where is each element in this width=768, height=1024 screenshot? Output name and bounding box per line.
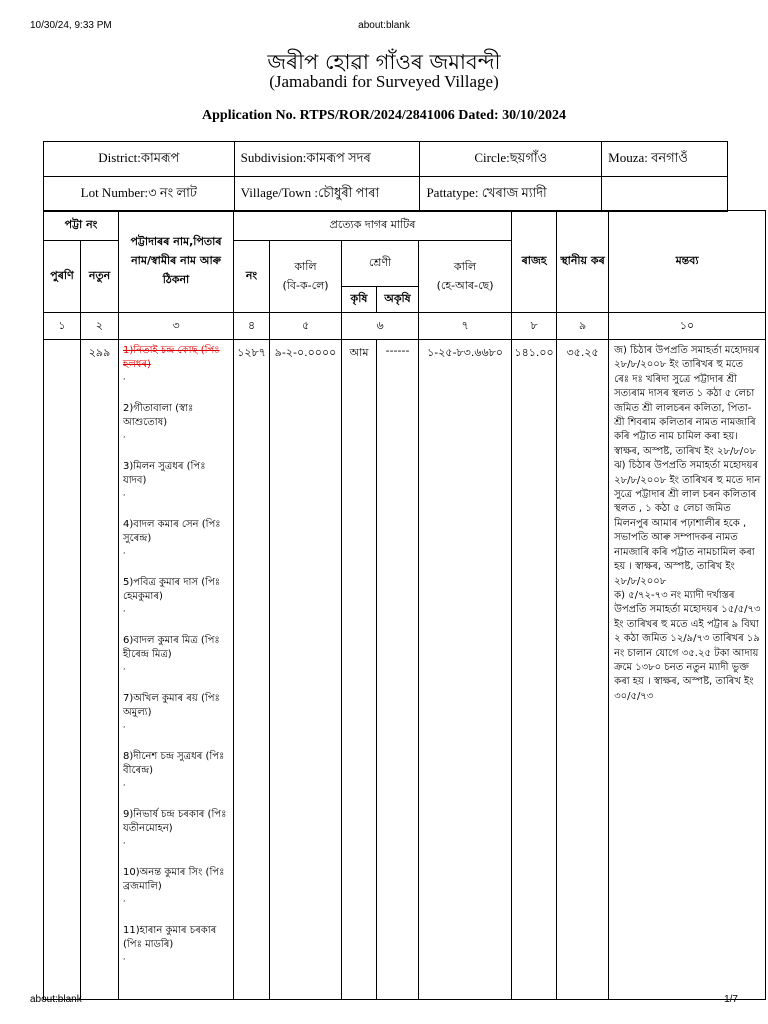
pattatype-value: খেৰাজ ম্যাদী (481, 184, 547, 200)
district-cell: District:কামৰূপ (44, 142, 235, 177)
owner-entry (123, 750, 231, 808)
area-hac-header: কালি (হে-আৰ-ছে) (419, 241, 512, 313)
owner-entry (123, 808, 231, 866)
new-patta-header: নতুন (81, 241, 119, 313)
owner-separator: , (123, 894, 126, 903)
village-value: চৌধুৰী পাৰা (318, 184, 380, 200)
district-value: কামৰূপ (140, 149, 180, 165)
column-number: ৩ (119, 313, 234, 340)
area-hac-cell: ১-২৫-৮৩.৬৬৮০ (419, 340, 512, 1000)
column-number: ২ (81, 313, 119, 340)
local-tax-cell: ৩৫.২৫ (557, 340, 609, 1000)
owner-entry (123, 460, 231, 518)
owner-entry (123, 576, 231, 634)
owner-entry (123, 402, 231, 460)
column-number-row (44, 313, 766, 340)
header-row-2 (44, 177, 728, 212)
owner-name: 3)মিলন সুত্ৰধৰ (পিঃ যাদব) (123, 461, 206, 486)
column-number: ১ (44, 313, 81, 340)
owner-separator: , (123, 430, 126, 439)
local-tax-header: স্থানীয় কৰ (557, 211, 609, 313)
page-number: 1/7 (724, 994, 738, 1005)
page-title: জৰীপ হোৱা গাঁওৰ জমাবন্দী (267, 50, 501, 74)
location-header-table (43, 141, 728, 212)
owner-separator: , (123, 604, 126, 613)
class-header: শ্ৰেণী (342, 241, 419, 287)
lot-cell: Lot Number:৩ নং লাট (44, 177, 235, 212)
non-agri-header: অকৃষি (377, 287, 419, 313)
each-dag-header: প্ৰত্যেক দাগৰ মাটিৰ (234, 211, 512, 241)
mouza-value: বনগাওঁ (651, 149, 688, 165)
area-bkl-cell: ৯-২-০.০০০০ (270, 340, 342, 1000)
owner-entry (123, 866, 231, 924)
print-datetime: 10/30/24, 9:33 PM (30, 20, 112, 31)
owner-name: 4)বাদল কমাৰ সেন (পিঃ সুৰেন্দ্ৰ) (123, 519, 221, 544)
column-number: ৬ (342, 313, 419, 340)
column-number: ৫ (270, 313, 342, 340)
owner-separator: , (123, 488, 126, 497)
owner-separator: , (123, 546, 126, 555)
owner-separator: , (123, 836, 126, 845)
owner-name: 2)গীতাবালা (স্বাঃ আশুতোষ) (123, 403, 194, 428)
remarks-header: মন্তব্য (609, 211, 766, 313)
owner-separator: , (123, 778, 126, 787)
pattatype-cell: Pattatype: খেৰাজ ম্যাদী (420, 177, 602, 212)
column-number: ১০ (609, 313, 766, 340)
circle-value: ছয়গাঁও (509, 149, 548, 165)
subdivision-cell: Subdivision:কামৰূপ সদৰ (234, 142, 420, 177)
revenue-cell: ১৪১.০০ (512, 340, 557, 1000)
owner-name: 8)দীনেশ চন্দ্ৰ সুত্ৰধৰ (পিঃ বীৰেন্দ্ৰ) (123, 751, 225, 776)
owner-name: 1)নিতাই চন্দ্ৰ কোছ (পিঃ হলধৰ) (123, 345, 220, 370)
owner-separator: , (123, 372, 126, 381)
agri-header: কৃষি (342, 287, 377, 313)
header-row-1 (44, 142, 728, 177)
column-number: ৪ (234, 313, 270, 340)
owner-entry (123, 692, 231, 750)
class-cell: আম (342, 340, 377, 1000)
owner-name: 7)অখিল কুমাৰ ৰয় (পিঃ অমুল্য) (123, 693, 220, 718)
column-header-row-1 (44, 211, 766, 241)
owner-entry (123, 344, 231, 402)
owner-header: পট্টাদাৰৰ নাম,পিতাৰ নাম/স্বামীৰ নাম আৰু ঠিকনা (119, 211, 234, 313)
revenue-header: ৰাজহ (512, 211, 557, 313)
page-subtitle: (Jamabandi for Surveyed Village) (269, 72, 499, 91)
remark-paragraph: জ) চিঠাৰ উপপ্ৰতি সমাহৰ্তা মহোদয়ৰ ২৮/৮/২০০৮ ইং তাৰিখৰ হু মতে ৰেঃ দঃ খৰিদা সুত্ৰে পট্টাদাৰ শ্ৰী সত্যৰাম দাসৰ স্থলত ১ কঠা ৫ লেচা জমিত শ্ৰী লালচৰন কলিতা, পিতা- শ্ৰী শিবৰাম কলিতাৰ নামত নামজাৰি কৰি পট্টাত নাম চামিল কৰা হয়। স্বাক্ষৰ, অস্পষ্ট, তাৰিখ ইং ২৮/৮/০৮ (614, 345, 760, 457)
owner-name: 9)নিভাৰ্ষ চন্দ্ৰ চৰকাৰ (পিঃ যতীনমোহন) (123, 809, 227, 834)
remark-paragraph: ঝ) চিঠাৰ উপপ্ৰতি সমাহৰ্তা মহোদয়ৰ ২৮/৮/২০০৮ ইং তাৰিখৰ হু মতে দান সুত্ৰে পট্টাদাৰ শ্ৰী লাল চৰন কলিতাৰ স্থলত , ১ কঠা ৫ লেচা জমিত মিলনপুৰ আমাৰ পঢ়াশালীৰ হকে , সভাপতি আৰু সম্পাদকৰ নামত নামজাৰি কৰি পট্টাত নামচামিল কৰা হয় । স্বাক্ষৰ, অস্পষ্ট, তাৰিখ ইং ২৮/৮/২০০৮ (614, 460, 761, 587)
owner-separator: , (123, 952, 126, 961)
column-number: ৯ (557, 313, 609, 340)
remarks-cell (609, 340, 766, 1000)
owner-name: 5)পবিত্ৰ কুমাৰ দাস (পিঃ হেমকুমাৰ) (123, 577, 221, 602)
lot-value: ৩ নং লাট (148, 184, 197, 200)
subdivision-value: কামৰূপ সদৰ (306, 149, 371, 165)
circle-cell: Circle:ছয়গাঁও (420, 142, 602, 177)
patta-no-header: পট্টা নং (44, 211, 119, 241)
column-number: ৭ (419, 313, 512, 340)
application-number: Application No. RTPS/ROR/2024/2841006 Dated: 30/10/2024 (202, 108, 566, 123)
owners-cell (119, 340, 234, 1000)
owner-entry (123, 634, 231, 692)
owner-entry (123, 518, 231, 576)
footer-url: about:blank (30, 994, 82, 1005)
dag-no-header: নং (234, 241, 270, 313)
remark-paragraph: ক) ৫/৭২-৭৩ নং ম্যাদী দৰ্খাস্তৰ উপপ্ৰতি সমাহৰ্তা মহোদয়ৰ ১৫/৫/৭৩ ইং তাৰিখৰ হু মতে এই পট্টাৰ ৯ বিঘা ২ কঠা জমিত ১২/৯/৭৩ তাৰিখৰ ১৯ নং চালান যোগে ৩৫.২৫ টকা আদায় ক্ৰমে ১৩৮০ চনত নতুন ম্যাদী ভুক্ত কৰা হয় । স্বাক্ষৰ, অস্পষ্ট, তাৰিখ ইং ৩০/৫/৭৩ (614, 589, 761, 702)
old-patta-header: পুৰণি (44, 241, 81, 313)
new-patta-cell: ২৯৯ (81, 340, 119, 1000)
village-cell: Village/Town :চৌধুৰী পাৰা (234, 177, 420, 212)
mouza-cell: Mouza: বনগাওঁ (602, 142, 728, 177)
owner-entry (123, 924, 231, 982)
owner-name: 11)হাৰান কুমাৰ চৰকাৰ (পিঃ মাডৰি) (123, 925, 217, 950)
owner-name: 6)বাদল কুমাৰ মিত্ৰ (পিঃ হীৰেন্দ্ৰ মিত্ৰ) (123, 635, 220, 660)
area-bkl-header: কালি (বি-ক-লে) (270, 241, 342, 313)
column-number: ৮ (512, 313, 557, 340)
dag-no-cell: ১২৮৭ (234, 340, 270, 1000)
table-row (44, 340, 766, 1000)
jamabandi-table (43, 210, 766, 1000)
empty-cell (602, 177, 728, 212)
owner-name: 10)অনন্ত কুমাৰ সিং (পিঃ ব্ৰজমালি) (123, 867, 225, 892)
owner-separator: , (123, 662, 126, 671)
print-url: about:blank (358, 20, 410, 31)
old-patta-cell (44, 340, 81, 1000)
non-agri-cell: ------ (377, 340, 419, 1000)
owner-separator: , (123, 720, 126, 729)
